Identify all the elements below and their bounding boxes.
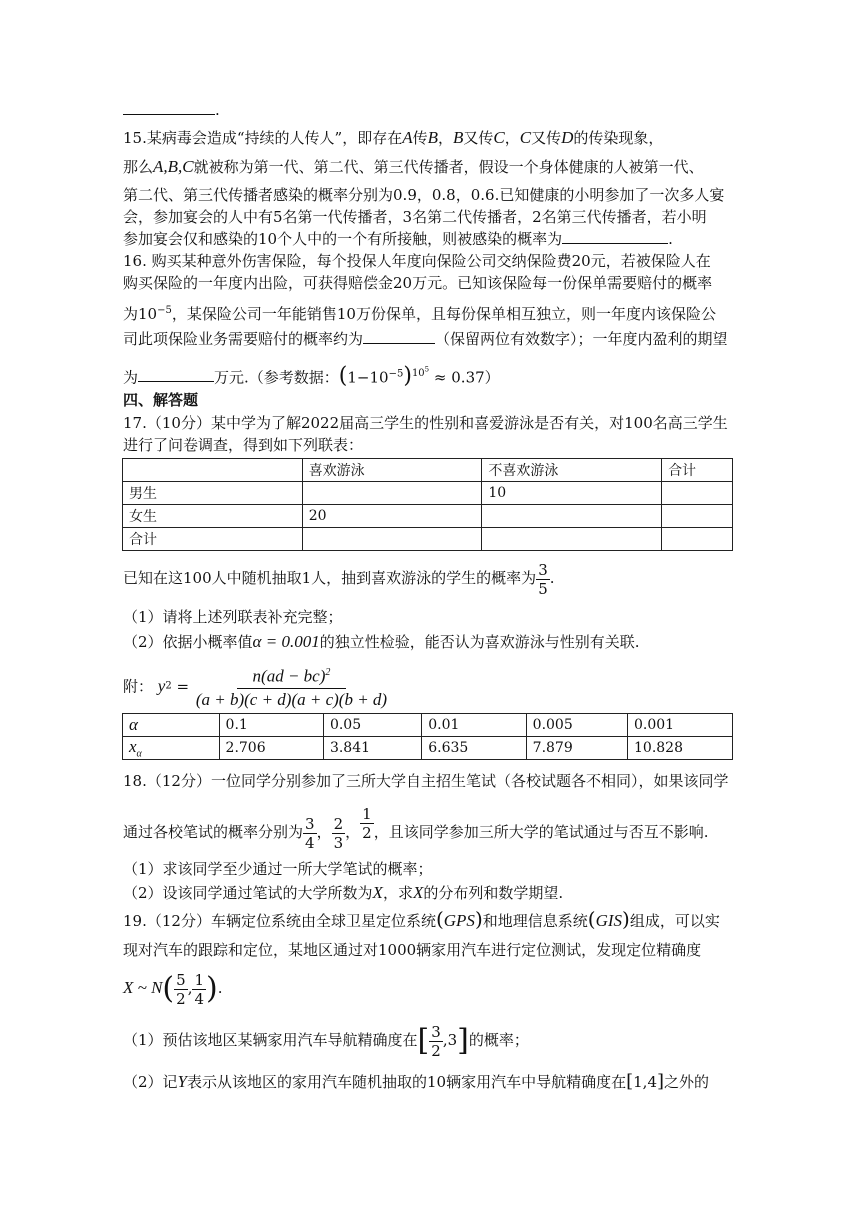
table-cell: 10	[482, 482, 662, 505]
table-cell: 0.01	[422, 714, 526, 737]
answer-blank	[562, 229, 668, 244]
q18-sub2: （2）设该同学通过笔试的大学所数为X，求X的分布列和数学期望.	[123, 883, 564, 902]
q17-line1: 17.（10分）某中学为了解2022届高三学生的性别和喜爱游泳是否有关，对100名高三学生	[123, 414, 728, 432]
fraction: $\frac{1}{4}$	[194, 970, 205, 1008]
contingency-table	[122, 458, 733, 551]
chi-square-formula: 附： y2 = $\frac{n(ad - bc)^2}{(a + b)(c + d)(a + c)(b + d)}$	[123, 662, 389, 711]
table-cell: 合计	[123, 528, 303, 551]
table-cell: 合计	[662, 459, 733, 482]
fraction: $\frac{2}{3}$	[333, 814, 344, 852]
table-cell: 男生	[123, 482, 303, 505]
fraction: $\frac{3}{4}$	[305, 814, 315, 852]
q19-line2: 现对汽车的跟踪和定位，某地区通过对1000辆家用汽车进行定位测试，发现定位精确度	[123, 941, 702, 959]
table-row	[123, 482, 733, 505]
table-cell	[662, 505, 733, 528]
q19-sub1: （1）预估该地区某辆家用汽车导航精确度在[ $\frac{3}{2}$ ,3]的概率；	[123, 1022, 529, 1060]
q15-line1: 15.某病毒会造成“持续的人传人”，即存在A传B，B又传C，C又传D的传染现象，	[123, 128, 664, 147]
table-cell	[482, 505, 662, 528]
table-cell: 0.001	[628, 714, 733, 737]
table-cell: $x_\alpha$	[123, 737, 220, 760]
q15-line2: 那么A,B,C就被称为第一代、第二代、第三代传播者，假设一个身体健康的人被第一代、	[123, 157, 704, 176]
table-row	[123, 737, 733, 760]
table-cell: 不喜欢游泳	[482, 459, 662, 482]
answer-blank-prev: .	[123, 100, 220, 120]
table-cell: 10.828	[628, 737, 733, 760]
table-cell: 0.1	[219, 714, 323, 737]
table-cell: α	[123, 714, 220, 737]
section-heading: 四、解答题	[123, 391, 199, 409]
table-cell: 0.05	[323, 714, 421, 737]
q15-line5: 参加宴会仅和感染的10个人中的一个有所接触，则被感染的概率为 .	[123, 230, 673, 248]
fraction: $\frac{3}{2}$	[431, 1022, 441, 1060]
q16-line5: 为 万元.（参考数据：$(1-10^{-5})^{10^5} \approx 0.37$）	[123, 363, 500, 389]
table-cell	[662, 482, 733, 505]
table-row	[123, 459, 733, 482]
table-cell: 3.841	[323, 737, 421, 760]
table-row	[123, 505, 733, 528]
formula-fraction: $\frac{n(ad - bc)^2}{(a + b)(c + d)(a + c)(b + d)}$	[194, 662, 389, 711]
table-cell	[302, 528, 482, 551]
q19-line1: 19.（12分）车辆定位系统由全球卫星定位系统(GPS)和地理信息系统(GIS)组成，可以实	[123, 907, 720, 931]
critical-value-table	[122, 713, 733, 760]
fraction: $\frac{1}{2}$	[362, 804, 372, 842]
q17-sub2: （2）依据小概率值α = 0.001的独立性检验，能否认为喜欢游泳与性别有关联.	[123, 632, 640, 651]
answer-blank	[138, 367, 214, 382]
answer-blank	[363, 329, 435, 344]
table-cell: 喜欢游泳	[302, 459, 482, 482]
q17-probability-line: 已知在这100人中随机抽取1人，抽到喜欢游泳的学生的概率为 $\frac{3}{5}$ .	[123, 560, 555, 598]
q18-sub1: （1）求该同学至少通过一所大学笔试的概率；	[123, 860, 433, 878]
table-cell: 20	[302, 505, 482, 528]
fraction: $\frac{5}{2}$	[176, 970, 186, 1008]
table-cell: 6.635	[422, 737, 526, 760]
q16-line2: 购买保险的一年度内出险，可获得赔偿金20万元。已知该保险每一份保单需要赔付的概率	[123, 274, 713, 292]
blank-line	[123, 100, 215, 115]
q19-sub2: （2）记Y表示从该地区的家用汽车随机抽取的10辆家用汽车中导航精确度在[1,4]之外的	[123, 1071, 710, 1092]
table-cell	[662, 528, 733, 551]
q19-distribution: X ~ N( $\frac{5}{2}$ , $\frac{1}{4}$ ).	[123, 970, 223, 1008]
q16-line4: 司此项保险业务需要赔付的概率约为 （保留两位有效数字）；一年度内盈利的期望	[123, 330, 728, 348]
q18-line2: 通过各校笔试的概率分别为 $\frac{3}{4}$ ， $\frac{2}{3}$ ， $\frac{1}{2}$ ，且该同学参加三所大学的笔试通过与否互不影响.	[123, 804, 709, 852]
table-cell: 2.706	[219, 737, 323, 760]
table-cell: 0.005	[526, 714, 627, 737]
table-cell	[123, 459, 303, 482]
table-cell	[482, 528, 662, 551]
q15-line4: 会，参加宴会的人中有5名第一代传播者，3名第二代传播者，2名第三代传播者，若小明	[123, 208, 707, 226]
q15-line3: 第二代、第三代传播者感染的概率分别为0.9，0.8，0.6.已知健康的小明参加了一次多人宴	[123, 186, 725, 204]
table-row	[123, 714, 733, 737]
q16-line1: 16. 购买某种意外伤害保险，每个投保人年度向保险公司交纳保险费20元，若被保险人在	[123, 252, 711, 270]
q18-line1: 18.（12分）一位同学分别参加了三所大学自主招生笔试（各校试题各不相同），如果该同学	[123, 772, 729, 790]
q16-line3: 为$10^{-5}$，某保险公司一年能销售10万份保单，且每份保单相互独立，则一年度内该保险公	[123, 305, 716, 323]
fraction: $\frac{3}{5}$	[538, 560, 548, 598]
table-cell: 女生	[123, 505, 303, 528]
q17-sub1: （1）请将上述列联表补充完整；	[123, 608, 343, 626]
table-cell: 7.879	[526, 737, 627, 760]
table-row	[123, 528, 733, 551]
table-cell	[302, 482, 482, 505]
q17-line2: 进行了问卷调查，得到如下列联表：	[123, 436, 364, 454]
